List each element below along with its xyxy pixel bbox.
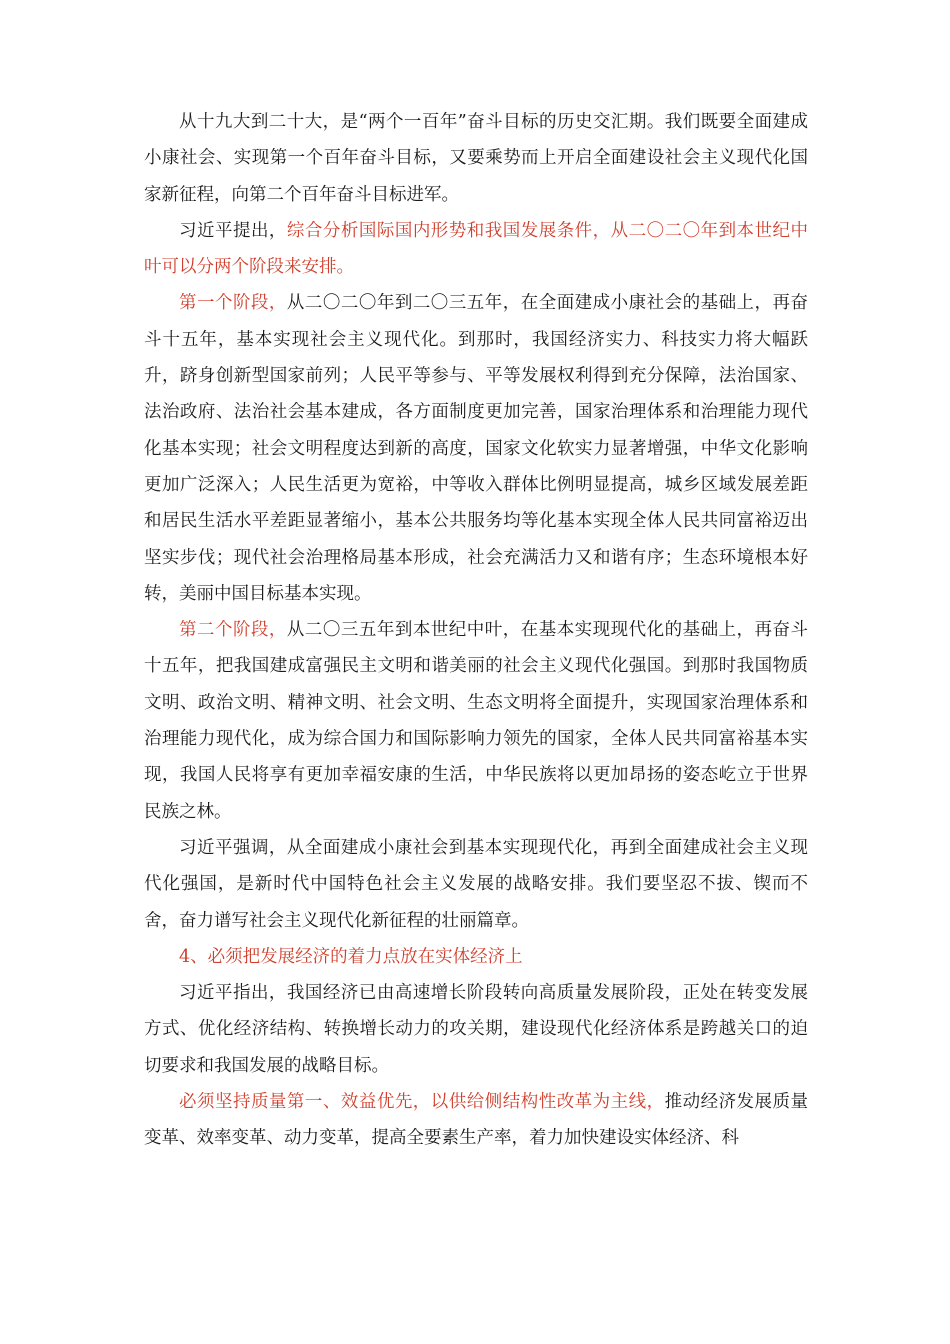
paragraph-two-stages [144, 213, 808, 286]
paragraph-two-stages-lead: 习近平提出， [179, 220, 287, 241]
section-heading-4 [144, 939, 808, 975]
stage-two-text: 从二〇三五年到本世纪中叶，在基本实现现代化的基础上，再奋斗十五年，把我国建成富强民主文明和谐美丽的社会主义现代化强国。到那时我国物质文明、政治文明、精神文明、社会文明、生态文明将全面提升，实现国家治理体系和治理能力现代化，成为综合国力和国际影响力领先的国家，全体人民共同富裕基本实现，我国人民将享有更加幸福安康的生活，中华民族将以更加昂扬的姿态屹立于世界民族之林。 [144, 620, 809, 822]
document-body [144, 104, 808, 1157]
paragraph-stage-one [144, 285, 808, 612]
stage-one-text: 从二〇二〇年到二〇三五年，在全面建成小康社会的基础上，再奋斗十五年，基本实现社会主义现代化。到那时，我国经济实力、科技实力将大幅跃升，跻身创新型国家前列；人民平等参与、平等发展权利得到充分保障，法治国家、法治政府、法治社会基本建成，各方面制度更加完善，国家治理体系和治理能力现代化基本实现；社会文明程度达到新的高度，国家文化软实力显著增强，中华文化影响更加广泛深入；人民生活更为宽裕，中等收入群体比例明显提高，城乡区域发展差距和居民生活水平差距显著缩小，基本公共服务均等化基本实现全体人民共同富裕迈出坚实步伐；现代社会治理格局基本形成，社会充满活力又和谐有序；生态环境根本好转，美丽中国目标基本实现。 [144, 293, 809, 604]
paragraph-quality [144, 1084, 808, 1157]
paragraph-two-stages-highlight: 综合分析国际国内形势和我国发展条件，从二〇二〇年到本世纪中叶可以分两个阶段来安排。 [144, 220, 809, 278]
paragraph-strategy [144, 830, 808, 939]
paragraph-intro-text: 从十九大到二十大，是“两个一百年”奋斗目标的历史交汇期。我们既要全面建成小康社会、实现第一个百年奋斗目标，又要乘势而上开启全面建设社会主义现代化国家新征程，向第二个百年奋斗目标进军。 [144, 112, 808, 205]
stage-one-label: 第一个阶段， [179, 293, 287, 314]
section-heading-4-text: 4、必须把发展经济的着力点放在实体经济上 [179, 946, 523, 967]
paragraph-stage-two [144, 612, 808, 830]
paragraph-economy-text: 习近平指出，我国经济已由高速增长阶段转向高质量发展阶段，正处在转变发展方式、优化经济结构、转换增长动力的攻关期，建设现代化经济体系是跨越关口的迫切要求和我国发展的战略目标。 [144, 983, 808, 1076]
paragraph-strategy-text: 习近平强调，从全面建成小康社会到基本实现现代化，再到全面建成社会主义现代化强国，是新时代中国特色社会主义发展的战略安排。我们要坚忍不拔、锲而不舍，奋力谱写社会主义现代化新征程的壮丽篇章。 [144, 837, 808, 931]
paragraph-quality-highlight: 必须坚持质量第一、效益优先，以供给侧结构性改革为主线， [179, 1092, 665, 1113]
stage-two-label: 第二个阶段， [179, 620, 287, 641]
paragraph-economy [144, 975, 808, 1084]
paragraph-intro [144, 104, 808, 213]
paragraph-quality-text: 推动经济发展质量变革、效率变革、动力变革，提高全要素生产率，着力加快建设实体经济、科 [144, 1092, 809, 1149]
